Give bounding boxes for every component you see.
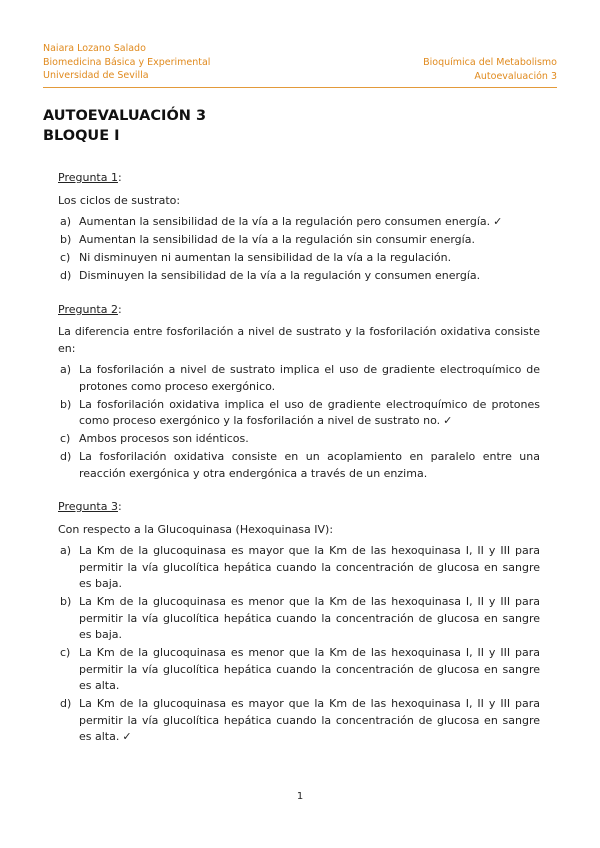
option-marker: a)	[60, 363, 72, 376]
option-item	[58, 594, 540, 644]
option-marker: b)	[60, 397, 72, 411]
option-item	[58, 449, 540, 482]
question-1: Pregunta 1: Los ciclos de sustrato: a) Aumentan la sensibilidad de la vía a la regulación pero consumen energía. ✓ b) Aumentan la sensibilidad de la vía a la regulación sin consumir energía. c) Ni disminuyen ni aumentan la sensibilidad de la vía a la regulación. d) Disminuyen la sensibilidad de la vía a la regulación y consumen energía.	[58, 170, 540, 285]
option-marker: b)	[60, 233, 72, 246]
option-text: La Km de la glucoquinasa es menor que la Km de las hexoquinasa I, II y III para permitir la vía glucolítica hepática cuando la concentración de glucosa en sangre es baja.	[79, 595, 540, 641]
page-title	[43, 106, 206, 146]
option-text: Aumentan la sensibilidad de la vía a la regulación pero consumen energía.	[79, 215, 491, 228]
university-name: Universidad de Sevilla	[43, 70, 149, 81]
option-text: Aumentan la sensibilidad de la vía a la regulación sin consumir energía.	[79, 233, 475, 246]
page-header	[43, 42, 557, 86]
option-item	[58, 362, 540, 395]
option-text: La Km de la glucoquinasa es mayor que la Km de las hexoquinasa I, II y III para permitir la vía glucolítica hepática cuando la concentración de glucosa en sangre es baja.	[79, 544, 540, 590]
option-marker: d)	[60, 269, 72, 282]
option-text: Ambos procesos son idénticos.	[79, 432, 249, 445]
correct-check-icon: ✓	[493, 215, 503, 228]
header-right	[423, 56, 557, 83]
header-left	[43, 42, 210, 83]
option-item	[58, 214, 540, 231]
option-item	[58, 431, 540, 448]
option-item	[58, 543, 540, 593]
page-number: 1	[296, 791, 304, 802]
option-marker: c)	[60, 251, 71, 264]
option-marker: d)	[60, 697, 72, 710]
option-item	[58, 645, 540, 695]
option-item	[58, 696, 540, 746]
option-marker: c)	[60, 646, 71, 659]
title-line-2: BLOQUE I	[43, 128, 120, 144]
degree-name: Biomedicina Básica y Experimental	[43, 56, 211, 68]
option-list	[58, 362, 540, 482]
correct-check-icon: ✓	[122, 730, 132, 743]
question-prompt: La diferencia entre fosforilación a nivel de sustrato y la fosforilación oxidativa consiste en:	[58, 325, 540, 355]
option-text: La Km de la glucoquinasa es menor que la Km de las hexoquinasa I, II y III para permitir la vía glucolítica hepática cuando la concentración de glucosa en sangre es alta.	[79, 646, 540, 692]
option-item	[58, 397, 540, 430]
option-text: La fosforilación oxidativa implica el uso de gradiente electroquímico de protones como proceso exergónico y la fosforilación a nivel de sustrato no.	[79, 397, 540, 427]
option-text: Disminuyen la sensibilidad de la vía a la regulación y consumen energía.	[79, 269, 481, 282]
question-label: Pregunta 3	[58, 500, 118, 513]
correct-check-icon: ✓	[443, 414, 453, 427]
option-text: La fosforilación a nivel de sustrato implica el uso de gradiente electroquímico de protones como proceso exergónico.	[79, 363, 540, 393]
header-divider	[43, 87, 557, 88]
option-marker: c)	[60, 432, 71, 445]
option-marker: d)	[60, 450, 72, 463]
option-marker: a)	[60, 215, 72, 228]
title-line-1: AUTOEVALUACIÓN 3	[43, 108, 207, 124]
option-item	[58, 232, 540, 249]
question-prompt: Con respecto a la Glucoquinasa (Hexoquinasa IV):	[58, 522, 334, 536]
option-list	[58, 214, 540, 285]
question-3: Pregunta 3: Con respecto a la Glucoquinasa (Hexoquinasa IV): a) La Km de la glucoquinasa es mayor que la Km de las hexoquinasa I, II y III para permitir la vía glucolítica hepática cuando la concentración de glucosa en sangre es baja. b) La Km de la glucoquinasa es menor que la Km de las hexoquinasa I, II y III para permitir la vía glucolítica hepática cuando la concentración de glucosa en sangre es baja. c) La Km de la glucoquinasa es menor que la Km de las hexoquinasa I, II y III para permitir la vía glucolítica hepática cuando la concentración de glucosa en sangre es alta. d) La Km de la glucoquinasa es mayor que la Km de las hexoquinasa I, II y III para permitir la vía glucolítica hepática cuando la concentración de glucosa en sangre es alta. ✓	[58, 499, 540, 746]
course-name: Bioquímica del Metabolismo	[423, 57, 557, 68]
author-name: Naiara Lozano Salado	[43, 43, 146, 54]
question-label: Pregunta 2	[58, 302, 118, 316]
option-list	[58, 543, 540, 746]
question-label: Pregunta 1	[58, 171, 118, 184]
option-text: Ni disminuyen ni aumentan la sensibilidad de la vía a la regulación.	[79, 251, 452, 264]
question-list	[58, 170, 540, 763]
option-item	[58, 250, 540, 267]
question-2: Pregunta 2: La diferencia entre fosforilación a nivel de sustrato y la fosforilación oxidativa consiste en: a) La fosforilación a nivel de sustrato implica el uso de gradiente electroquímico de protones como proceso exergónico. b) La fosforilación oxidativa implica el uso de gradiente electroquímico de protones como proceso exergónico y la fosforilación a nivel de sustrato no. ✓ c) Ambos procesos son idénticos. d) La fosforilación oxidativa consiste en un acoplamiento en paralelo entre una reacción exergónica y otra endergónica a través de un enzima.	[58, 302, 540, 483]
option-item	[58, 268, 540, 285]
question-prompt: Los ciclos de sustrato:	[58, 193, 181, 207]
option-marker: a)	[60, 544, 72, 557]
option-text: La fosforilación oxidativa consiste en un acoplamiento en paralelo entre una reacción exergónica y otra endergónica a través de un enzima.	[79, 450, 540, 480]
option-marker: b)	[60, 595, 72, 608]
section-name: Autoevaluación 3	[474, 70, 557, 82]
option-text: La Km de la glucoquinasa es mayor que la Km de las hexoquinasa I, II y III para permitir la vía glucolítica hepática cuando la concentración de glucosa en sangre es alta.	[79, 697, 540, 743]
